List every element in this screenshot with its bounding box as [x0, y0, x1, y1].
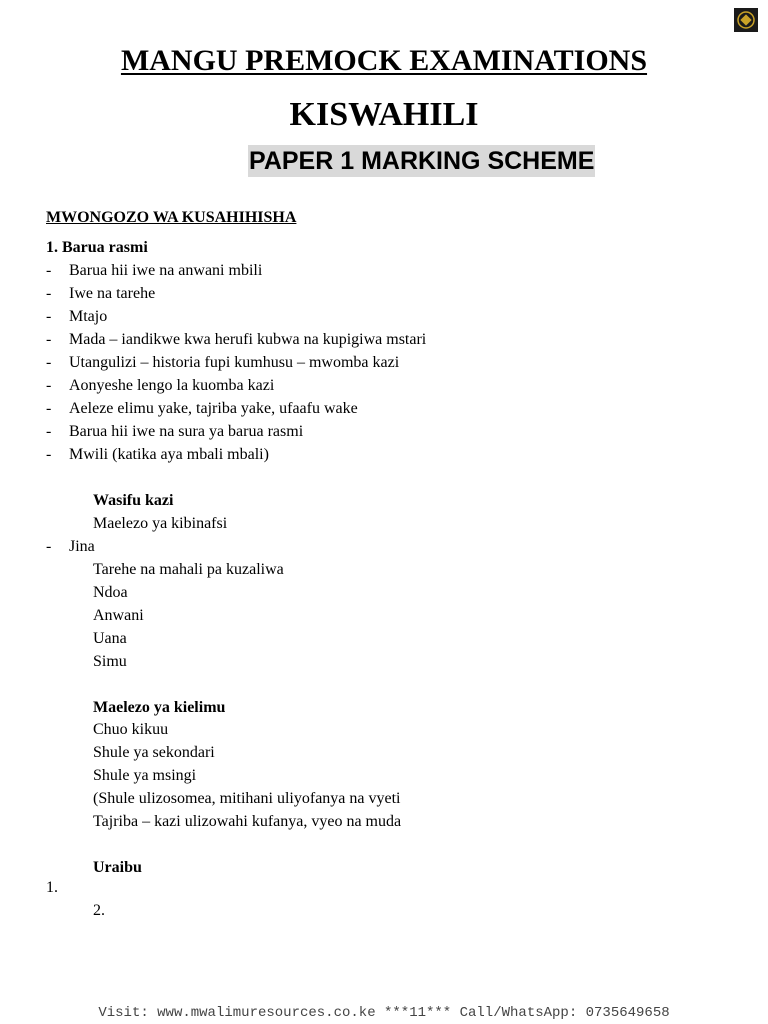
list-item: Mada – iandikwe kwa herufi kubwa na kupigiwa mstari	[69, 331, 427, 348]
list-item: Mtajo	[69, 308, 108, 325]
exam-title: MANGU PREMOCK EXAMINATIONS	[120, 44, 648, 77]
list-item: Barua hii iwe na anwani mbili	[69, 262, 263, 279]
kielimu-heading: Maelezo ya kielimu	[93, 699, 226, 716]
list-item: Chuo kikuu	[93, 721, 169, 738]
emblem-icon	[734, 8, 758, 32]
list-item: Uana	[93, 630, 127, 647]
list-item: Barua hii iwe na sura ya barua rasmi	[69, 423, 304, 440]
list-item: Shule ya sekondari	[93, 744, 215, 761]
list-item: Shule ya msingi	[93, 767, 197, 784]
question-heading: 1. Barua rasmi	[46, 239, 148, 256]
list-item: (Shule ulizosomea, mitihani uliyofanya na vyeti	[93, 790, 401, 807]
section-title: MWONGOZO WA KUSAHIHISHA	[46, 209, 297, 226]
list-item: Tajriba – kazi ulizowahi kufanya, vyeo na muda	[93, 813, 402, 830]
list-number: 1.	[46, 879, 58, 896]
list-number: 2.	[93, 902, 105, 919]
list-item: Aeleze elimu yake, tajriba yake, ufaafu wake	[69, 400, 358, 417]
subject-title: KISWAHILI	[289, 96, 479, 133]
list-item: Anwani	[93, 607, 144, 624]
uraibu-heading: Uraibu	[93, 859, 142, 876]
list-item: Jina	[69, 538, 95, 555]
wasifu-heading: Wasifu kazi	[93, 492, 174, 509]
list-item: Utangulizi – historia fupi kumhusu – mwomba kazi	[69, 354, 400, 371]
wasifu-subheading: Maelezo ya kibinafsi	[93, 515, 228, 532]
list-item: Mwili (katika aya mbali mbali)	[69, 446, 269, 463]
paper-title: PAPER 1 MARKING SCHEME	[249, 147, 595, 175]
list-item: Tarehe na mahali pa kuzaliwa	[93, 561, 284, 578]
list-item: Iwe na tarehe	[69, 285, 156, 302]
footer-text: Visit: www.mwalimuresources.co.ke ***11*** Call/WhatsApp: 0735649658	[98, 1005, 670, 1021]
list-item: Aonyeshe lengo la kuomba kazi	[69, 377, 275, 394]
list-item: Ndoa	[93, 584, 128, 601]
list-item: Simu	[93, 653, 127, 670]
